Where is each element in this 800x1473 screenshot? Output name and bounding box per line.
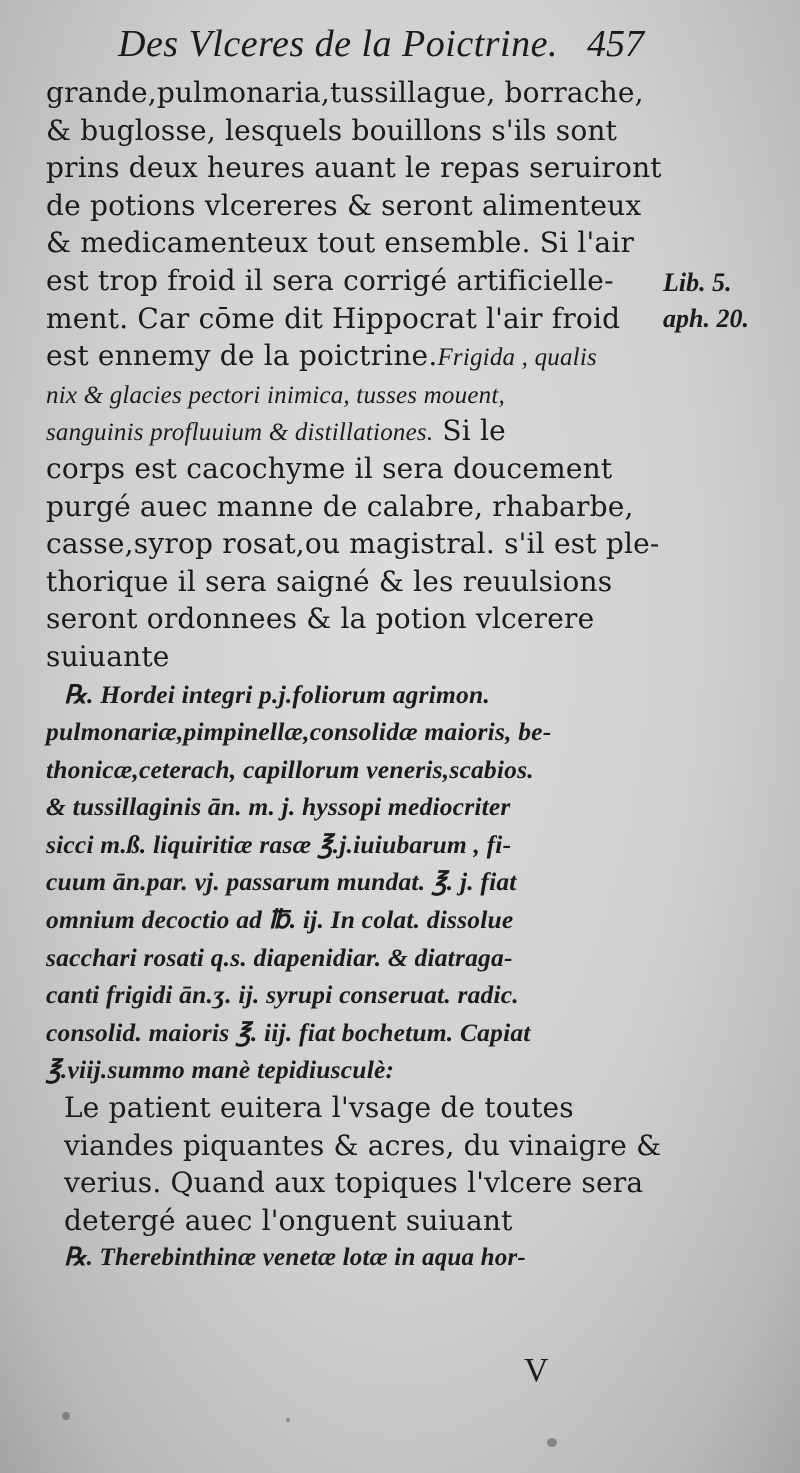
recipe-line: ℞. Hordei integri p.j.foliorum agrimon.	[64, 679, 490, 709]
ink-speck	[62, 1412, 70, 1420]
text-line: detergé auec l'onguent suiuant	[64, 1203, 513, 1237]
text-line: est trop froid il sera corrigé artificielle-	[46, 263, 614, 297]
latin-quote: nix & glacies pectori inimica, tusses mouent,	[46, 381, 505, 409]
recipe-line: ℞. Therebinthinæ venetæ lotæ in aqua hor-	[64, 1244, 526, 1272]
margin-note	[663, 268, 798, 334]
page-header	[46, 18, 686, 74]
ink-speck	[286, 1418, 290, 1422]
recipe-line: pulmonariæ,pimpinellæ,consolidæ maioris, be-	[46, 717, 552, 747]
running-title: Des Vlceres de la Poictrine.	[118, 23, 558, 65]
line-tail-text: Si le	[442, 414, 506, 448]
latin-quote: Frigida , qualis	[437, 344, 597, 372]
text-line: viandes piquantes & acres, du vinaigre &	[64, 1128, 662, 1162]
recipe-line: canti frigidi ān.ʒ. ij. syrupi conseruat. radic.	[46, 980, 519, 1010]
text-line: Le patient euitera l'vsage de toutes	[64, 1091, 574, 1125]
latin-quote: sanguinis profluuium & distillationes.	[46, 419, 434, 447]
text-line	[46, 337, 686, 375]
ink-speck	[547, 1438, 557, 1447]
recipe-line: & tussillaginis ān. m. j. hyssopi mediocriter	[46, 792, 511, 822]
page-number: 457	[587, 23, 644, 65]
text-line: prins deux heures auant le repas seruiront	[46, 151, 662, 185]
text-line: & medicamenteux tout ensemble. Si l'air	[46, 226, 635, 260]
recipe-line: ℥.viij.summo manè tepidiusculè:	[46, 1055, 395, 1085]
text-line: de potions vlcereres & seront alimenteux	[46, 188, 642, 222]
text-line: grande,pulmonaria,tussillague, borrache,	[46, 76, 644, 109]
text-line: thorique il sera saigné & les reuulsions	[46, 564, 613, 598]
line-main-text: est ennemy de la poictrine.	[46, 339, 438, 373]
recipe-line: omnium decoctio ad ℔. ij. In colat. dissolue	[46, 905, 514, 935]
text-line: seront ordonnees & la potion vlcerere	[46, 602, 595, 636]
recipe-line: cuum ān.par. vj. passarum mundat. ℥. j. fiat	[46, 867, 517, 897]
text-line: suiuante	[46, 639, 170, 673]
closing-paragraph	[46, 1089, 686, 1277]
text-line: casse,syrop rosat,ou magistral. s'il est ple-	[46, 527, 660, 561]
text-line: verius. Quand aux topiques l'vlcere sera	[64, 1166, 644, 1200]
recipe-line: consolid. maioris ℥. iij. fiat bochetum. Capiat	[46, 1017, 531, 1047]
margin-note-book: Lib. 5.	[663, 268, 732, 297]
margin-note-aphorism: aph. 20.	[663, 304, 749, 333]
text-block	[46, 18, 686, 1277]
text-line: ment. Car cōme dit Hippocrat l'air froid	[46, 301, 621, 335]
text-line: corps est cacochyme il sera doucement	[46, 451, 613, 485]
text-line: purgé auec manne de calabre, rhabarbe,	[46, 489, 634, 523]
text-line	[46, 412, 686, 450]
recipe-line: thonicæ,ceterach, capillorum veneris,scabios.	[46, 754, 534, 784]
recipe-block	[46, 676, 686, 1090]
recipe-line: sicci m.ß. liquiritiæ rasæ ℥.j.iuiubarum , fi-	[46, 829, 512, 859]
signature-mark: V	[524, 1352, 549, 1389]
main-paragraph	[46, 74, 686, 676]
recipe-line: sacchari rosati q.s. diapenidiar. & diatraga-	[46, 942, 513, 972]
text-line: & buglosse, lesquels bouillons s'ils sont	[46, 113, 618, 147]
